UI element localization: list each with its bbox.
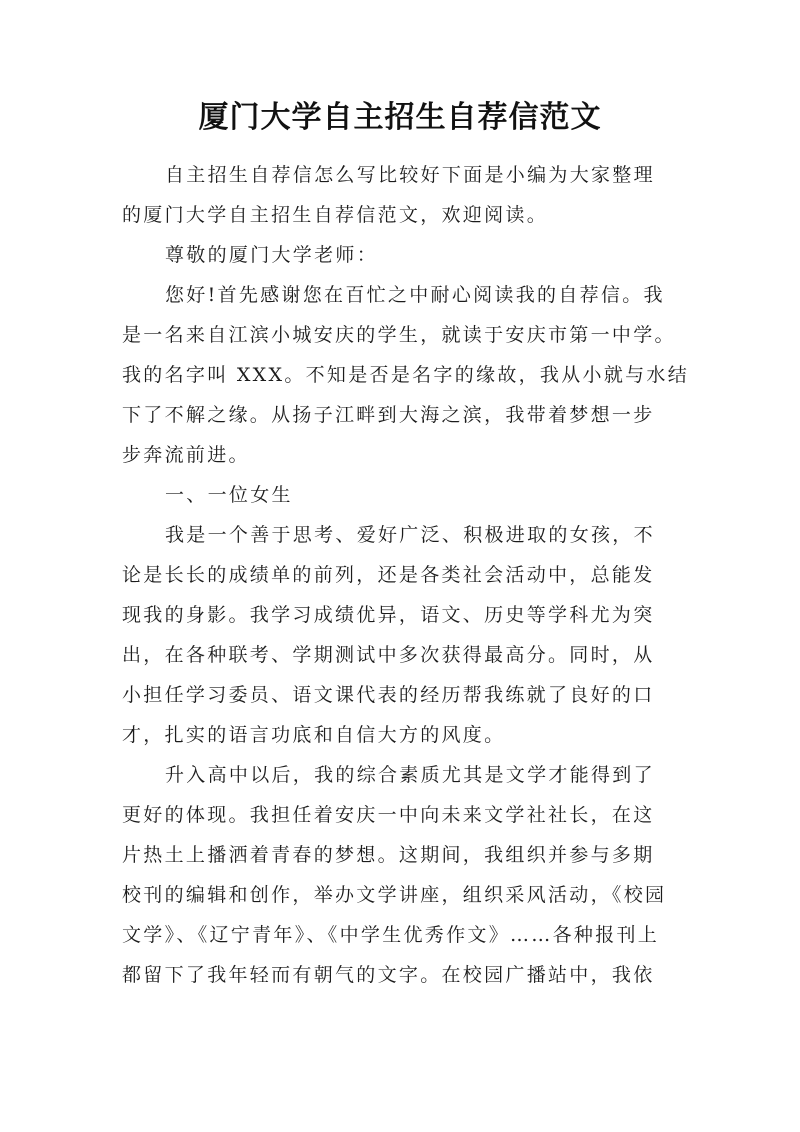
section-heading: 一、一位女生 [165,484,293,506]
document-title: 厦门大学自主招生自荐信范文 [198,100,602,135]
paragraph-line: 下了不解之缘。从扬子江畔到大海之滨，我带着梦想一步 [122,404,655,426]
paragraph-line: 更好的体现。我担任着安庆一中向未来文学社社长，在这 [122,804,655,826]
paragraph-line: 您好!首先感谢您在百忙之中耐心阅读我的自荐信。我 [165,284,665,306]
paragraph-line: 才，扎实的语言功底和自信大方的风度。 [122,724,506,746]
document-body [122,155,690,995]
paragraph-line: 自主招生自荐信怎么写比较好下面是小编为大家整理 [165,164,655,186]
paragraph-line: 出，在各种联考、学期测试中多次获得最高分。同时，从 [122,644,655,666]
salutation-line: 尊敬的厦门大学老师： [165,244,379,266]
paragraph-line: 步奔流前进。 [122,444,250,466]
paragraph-line: 文学》、《辽宁青年》、《中学生优秀作文》……各种报刊上 [122,924,660,946]
paragraph-line: 升入高中以后，我的综合素质尤其是文学才能得到了 [165,764,655,786]
paragraph-line: 我的名字叫 XXX。不知是否是名字的缘故，我从小就与水结 [122,364,690,386]
paragraph-line: 是一名来自江滨小城安庆的学生，就读于安庆市第一中学。 [122,324,676,346]
paragraph-line: 我是一个善于思考、爱好广泛、积极进取的女孩，不 [165,524,655,546]
paragraph-line: 片热土上播洒着青春的梦想。这期间，我组织并参与多期 [122,844,655,866]
paragraph-line: 现我的身影。我学习成绩优异，语文、历史等学科尤为突 [122,604,655,626]
paragraph-line: 校刊的编辑和创作，举办文学讲座，组织采风活动，《校园 [122,884,667,906]
paragraph-line: 小担任学习委员、语文课代表的经历帮我练就了良好的口 [122,684,655,706]
paragraph-line: 的厦门大学自主招生自荐信范文，欢迎阅读。 [122,204,549,226]
paragraph-line: 都留下了我年轻而有朝气的文字。在校园广播站中，我依 [122,964,655,986]
paragraph-line: 论是长长的成绩单的前列，还是各类社会活动中，总能发 [122,564,655,586]
